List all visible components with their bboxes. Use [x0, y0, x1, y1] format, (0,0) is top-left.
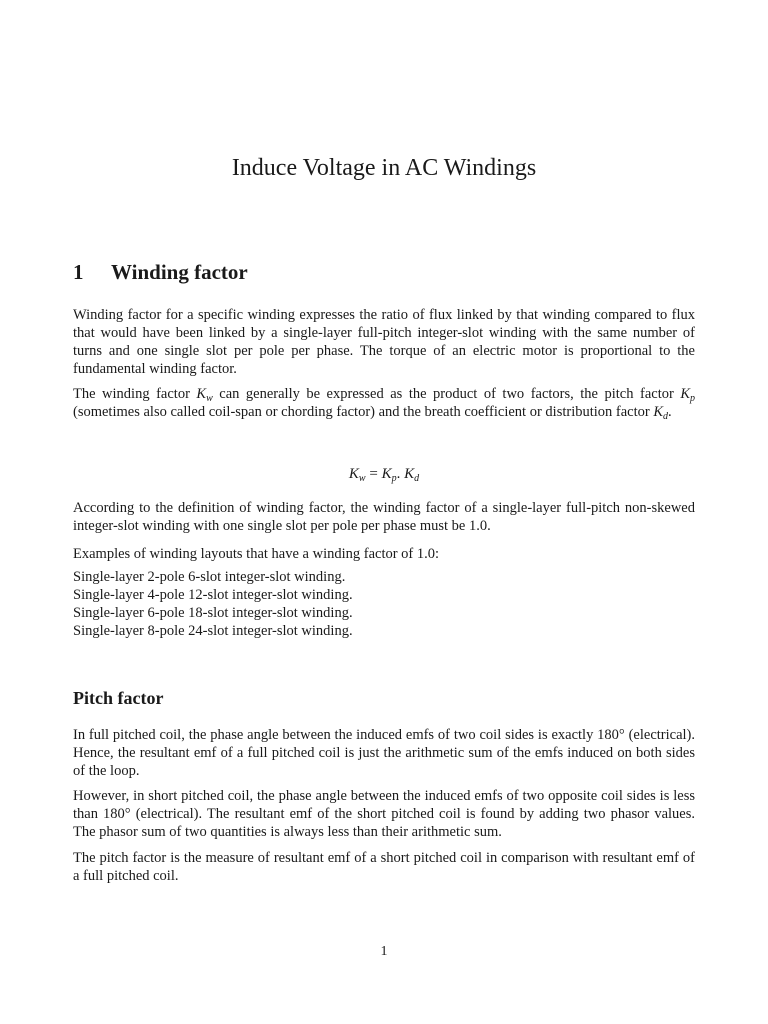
- paragraph-text: The pitch factor is the measure of resultant emf of a short pitched coil in comparison with resultant emf of a full pitched coil.: [73, 850, 695, 884]
- paragraph-text: However, in short pitched coil, the phase angle between the induced emfs of two opposite coil sides is less than 180° (electrical). The resultant emf of the short pitched coil is found by adding two phasor values. The phasor sum of two quantities is always less than their arithmetic sum.: [73, 788, 695, 840]
- examples-list: [73, 568, 353, 640]
- symbol-k: K: [196, 386, 207, 402]
- section-heading: [73, 258, 248, 286]
- list-item: Single-layer 6-pole 18-slot integer-slot winding.: [73, 605, 353, 621]
- paragraph-short-pitched: [73, 787, 695, 841]
- paragraph-text: Examples of winding layouts that have a winding factor of 1.0:: [73, 546, 440, 562]
- paragraph-winding-factor-product: [73, 385, 695, 421]
- paragraph-full-pitched: [73, 726, 695, 780]
- symbol-subscript-w: w: [206, 393, 213, 404]
- paragraph-pitch-factor-definition: [73, 849, 695, 885]
- section-number: 1: [73, 260, 84, 284]
- paragraph-text: The winding factor $K_w$ can generally be expressed as the product of two factors, the pitch factor $K_p$ (sometimes also called coil-span or chording factor) and the breath coefficient or distribution factor $K_d$.: [73, 386, 695, 422]
- symbol-subscript-p: p: [690, 393, 695, 404]
- paragraph-definition-consequence: [73, 499, 695, 535]
- winding-factor-equation: $K_w = K_p$. $K_d$: [348, 466, 420, 484]
- subsection-heading: Pitch factor: [73, 688, 164, 708]
- symbol-k: K: [653, 404, 664, 420]
- list-item: Single-layer 2-pole 6-slot integer-slot winding.: [73, 569, 346, 585]
- symbol-k: K: [680, 386, 690, 402]
- paragraph-text: In full pitched coil, the phase angle between the induced emfs of two coil sides is exactly 180° (electrical). Hence, the resultant emf of a full pitched coil is just the arithmetic sum of the emfs induced on both sides of the loop.: [73, 727, 695, 779]
- paragraph-text: Winding factor for a specific winding expresses the ratio of flux linked by that winding compared to flux that would have been linked by a single-layer full-pitch integer-slot winding with the same number of turns and one single slot per pole per phase. The torque of an electric motor is proportional to the fundamental winding factor.: [73, 307, 695, 377]
- list-item: Single-layer 8-pole 24-slot integer-slot winding.: [73, 623, 353, 639]
- section-title: Winding factor: [111, 260, 248, 284]
- page-number: 1: [380, 944, 388, 959]
- paragraph-definition: [73, 306, 695, 378]
- document-title: Induce Voltage in AC Windings: [231, 155, 537, 181]
- paragraph-examples-intro: [73, 545, 695, 563]
- paragraph-text: According to the definition of winding factor, the winding factor of a single-layer full-pitch non-skewed integer-slot winding with one single slot per pole per phase must be 1.0.: [73, 500, 695, 534]
- list-item: Single-layer 4-pole 12-slot integer-slot winding.: [73, 587, 353, 603]
- symbol-subscript-d: d: [663, 411, 669, 422]
